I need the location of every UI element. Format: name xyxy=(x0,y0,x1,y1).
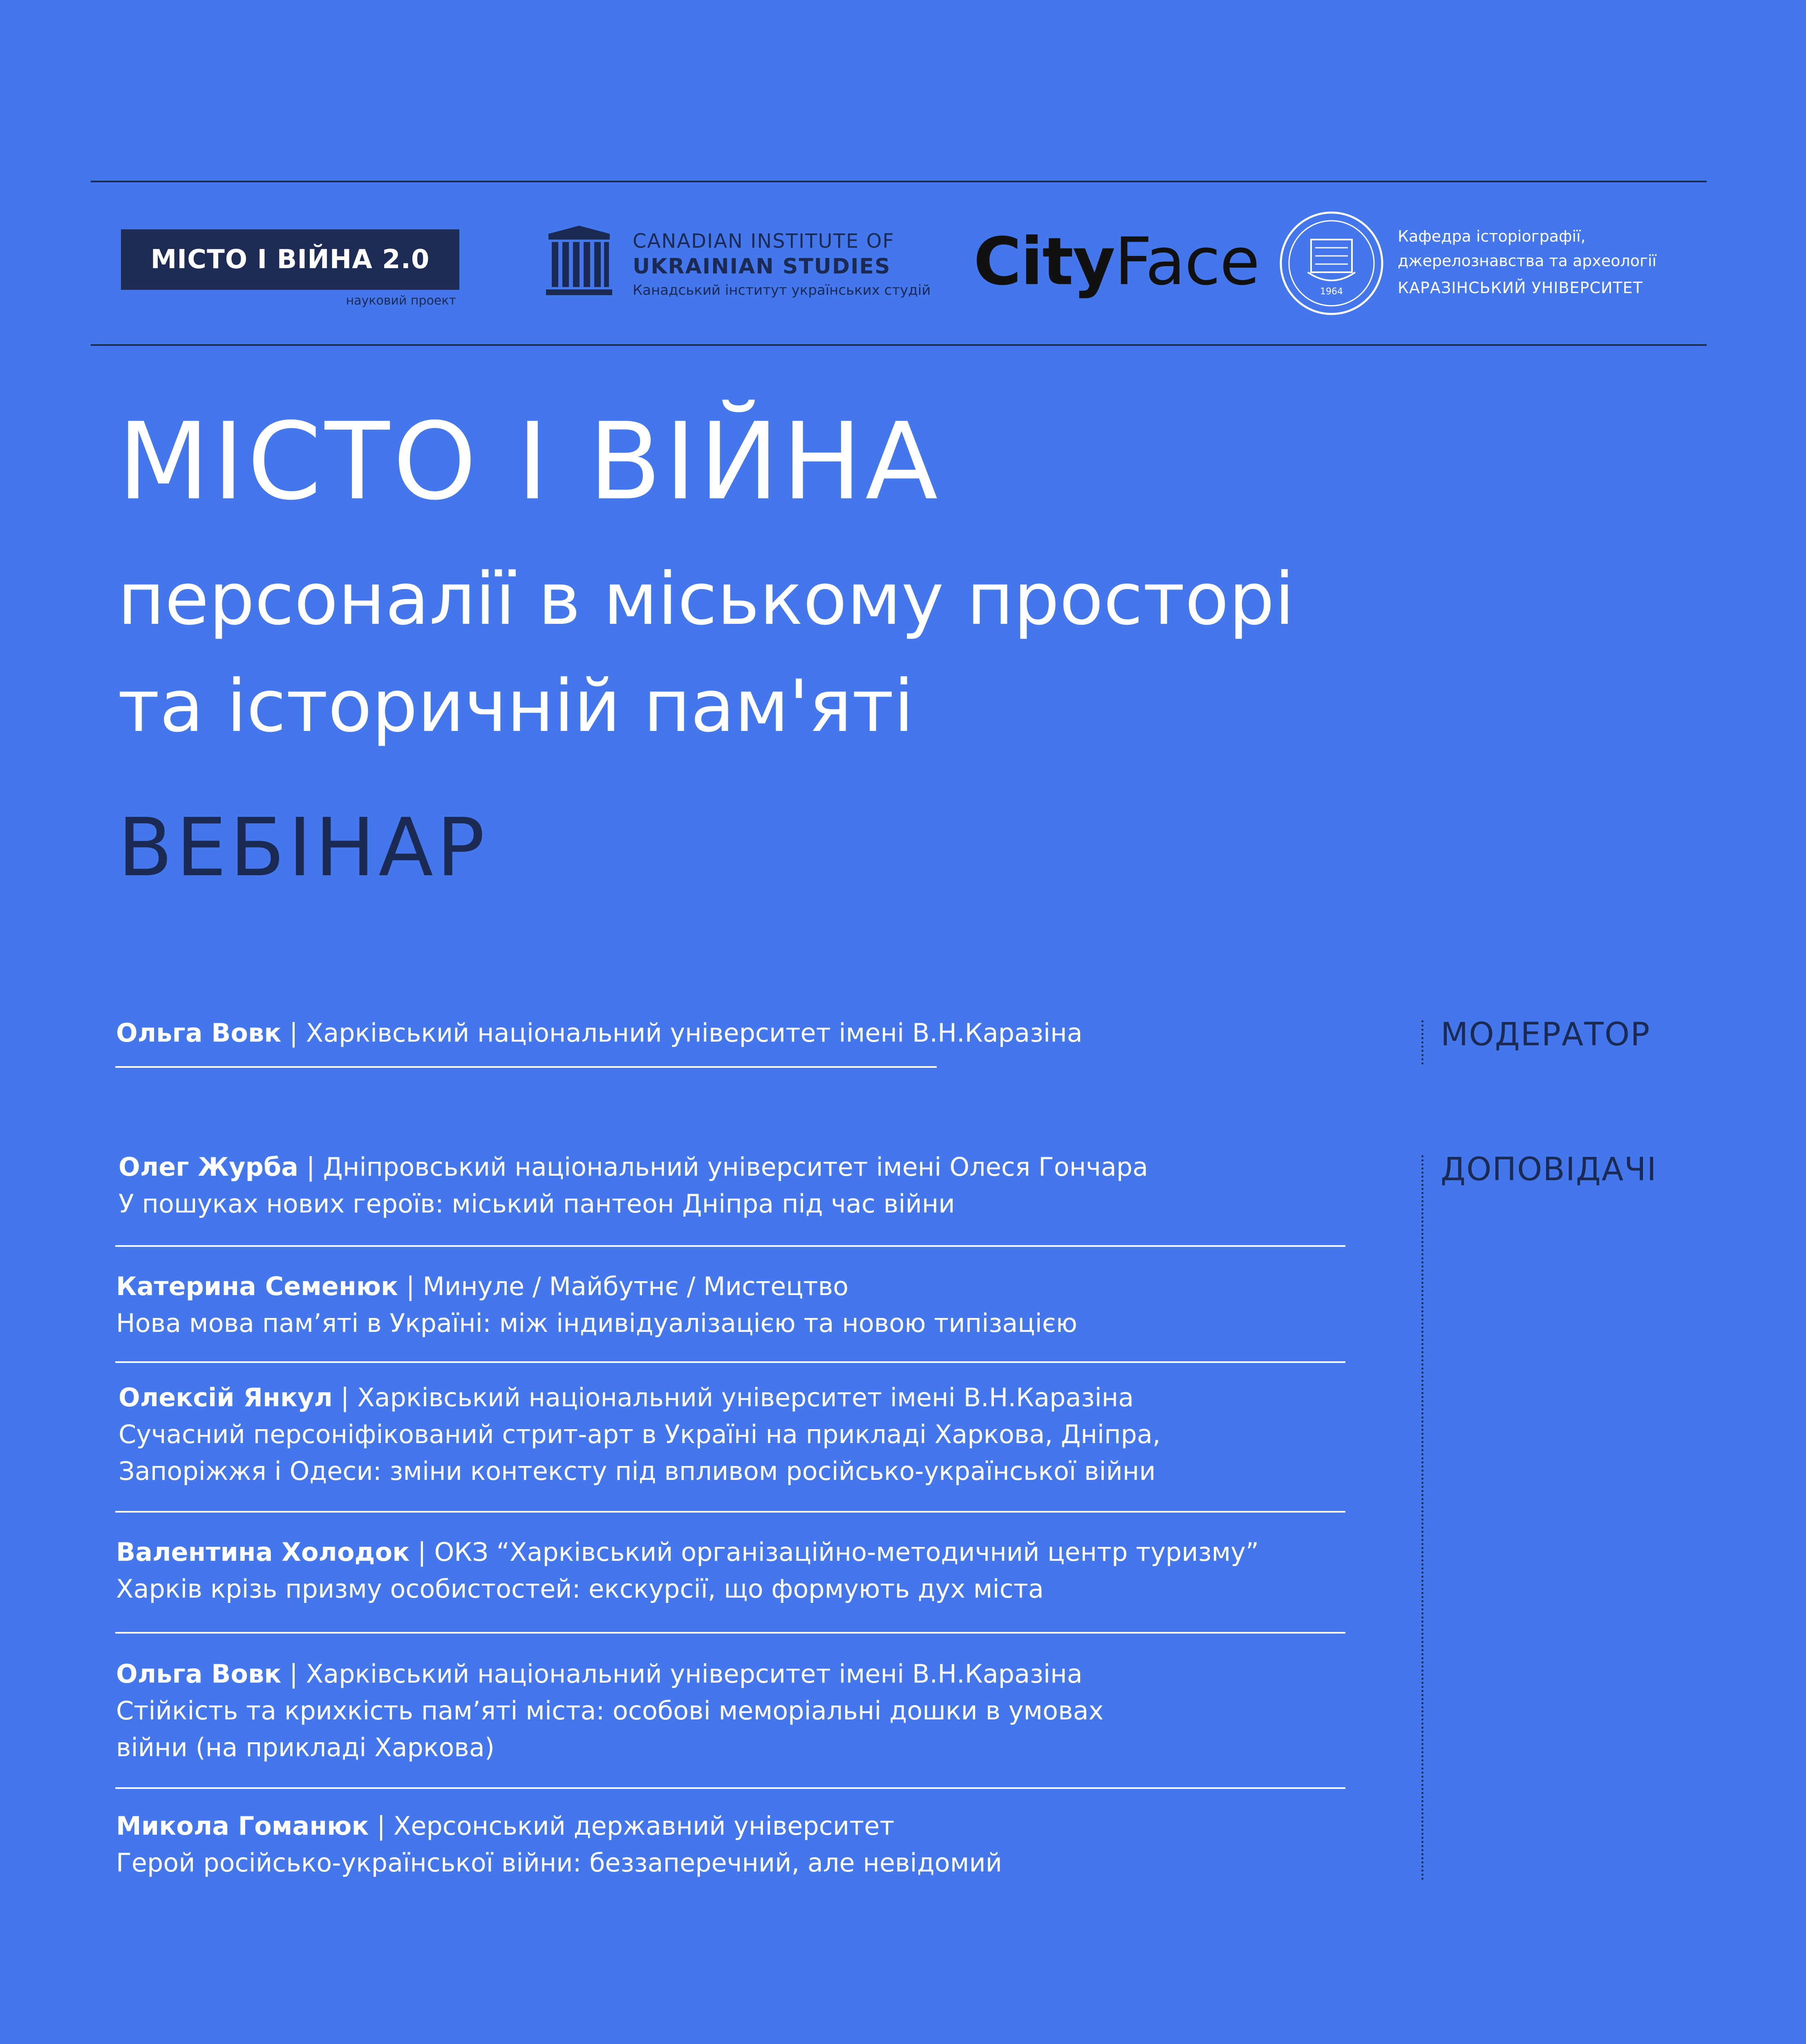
speakers-dotted-divider xyxy=(1421,1155,1423,1880)
page-title: МІСТО І ВІЙНА xyxy=(118,400,941,524)
misto-i-viyna-logo: МІСТО І ВІЙНА 2.0 xyxy=(121,229,459,290)
university-seal-icon xyxy=(1279,211,1384,316)
cius-logo-line2: UKRAINIAN STUDIES xyxy=(633,254,891,279)
cius-logo-line1: CANADIAN INSTITUTE OF xyxy=(633,230,895,253)
speaker-entry: Валентина Холодок | ОКЗ “Харківський організаційно-методичний центр туризму” Харків крізь призму особистостей: екскурсії, що формують дух міста xyxy=(116,1537,1259,1604)
cityface-logo: CityFace xyxy=(973,223,1259,300)
kafedra-logo-text: Кафедра історіографії, джерелознавства та археології xyxy=(1398,227,1657,270)
cius-logo-line3: Канадський інститут українських студій xyxy=(633,282,931,298)
speaker-entry: Катерина Семенюк | Минуле / Майбутнє / Мистецтво Нова мова пам’яті в Україні: між індивідуалізацією та новою типізацією xyxy=(116,1271,1077,1338)
moderator-dotted-divider xyxy=(1421,1020,1423,1065)
event-format-label: ВЕБІНАР xyxy=(118,801,488,894)
speaker-entry: Микола Гоманюк | Херсонський державний університет Герой російсько-української війни: беззаперечний, але невідомий xyxy=(116,1811,1002,1878)
speakers-label: ДОПОВІДАЧІ xyxy=(1441,1151,1657,1188)
divider xyxy=(115,1787,1345,1789)
speaker-entry: Олексій Янкул | Харківський національний університет імені В.Н.Каразіна Сучасний персоніфікований стрит-арт в Україні на прикладі Харкова, Дніпра, Запоріжжя і Одеси: зміни контексту під впливом російсько-української війни xyxy=(119,1383,1161,1486)
cius-building-icon xyxy=(544,226,614,299)
people-silhouettes-illustration xyxy=(0,1901,1806,2044)
header-top-rule xyxy=(91,181,1707,182)
divider xyxy=(115,1511,1345,1513)
divider xyxy=(115,1632,1345,1634)
subtitle-line2: та історичній пам'яті xyxy=(118,664,914,748)
divider xyxy=(115,1245,1345,1247)
moderator-entry: Ольга Вовк | Харківський національний університет імені В.Н.Каразіна xyxy=(116,1018,1083,1048)
header-bottom-rule xyxy=(91,344,1707,346)
subtitle-line1: персоналії в міському просторі xyxy=(118,557,1295,641)
karazin-university-label: КАРАЗІНСЬКИЙ УНІВЕРСИТЕТ xyxy=(1398,279,1643,297)
moderator-label: МОДЕРАТОР xyxy=(1441,1016,1651,1053)
misto-i-viyna-logo-subtitle: науковий проект xyxy=(346,294,456,308)
svg-text:1964: 1964 xyxy=(1320,287,1343,297)
divider xyxy=(115,1361,1345,1363)
divider xyxy=(115,1066,937,1068)
speaker-entry: Олег Журба | Дніпровський національний університет імені Олеся Гончара У пошуках нових героїв: міський пантеон Дніпра під час війни xyxy=(119,1152,1148,1219)
speaker-entry: Ольга Вовк | Харківський національний університет імені В.Н.Каразіна Стійкість та крихкість пам’яті міста: особові меморіальні дошки в умовах війни (на прикладі Харкова) xyxy=(116,1659,1104,1762)
